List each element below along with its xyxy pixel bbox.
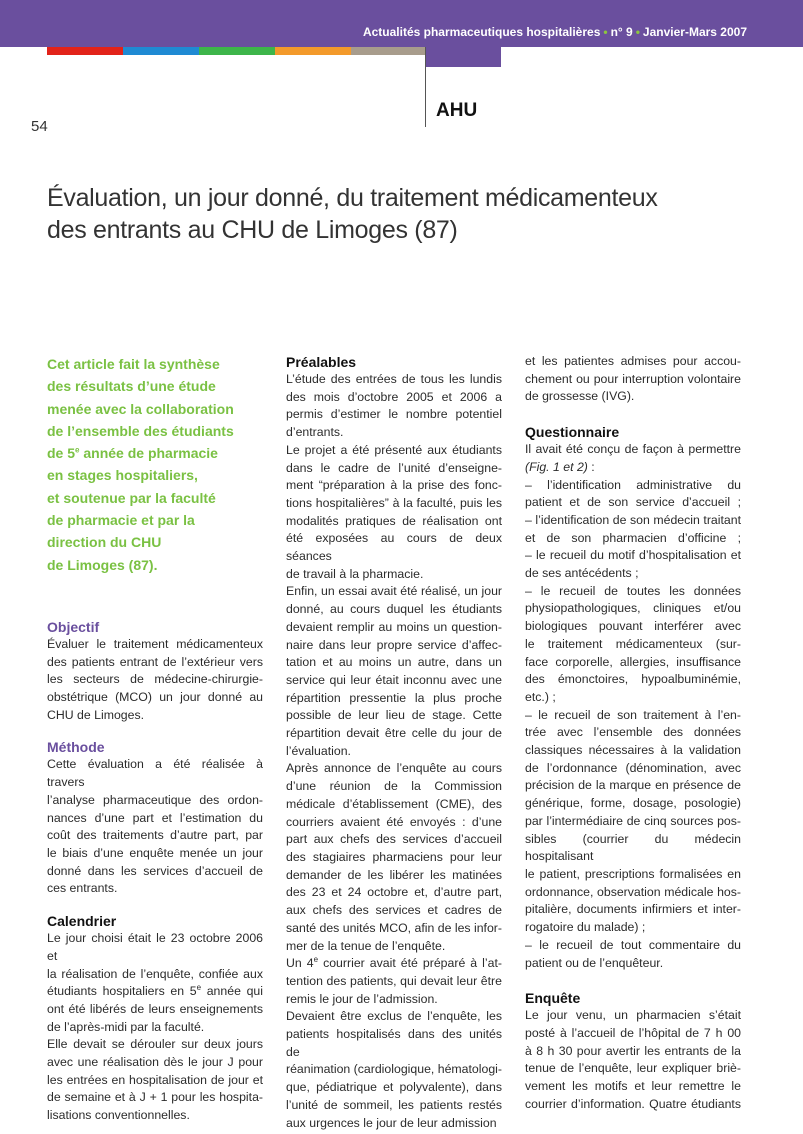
text-line: L’étude des entrées de tous les lundis	[286, 372, 502, 386]
text-line: patients hospitalisés dans des unités de	[286, 1027, 502, 1059]
text-line: permis d’estimer le nombre potentiel	[286, 407, 502, 422]
text-line: classiques nécessaires à la validation	[525, 743, 741, 758]
text-line: le patient, prescriptions formalisées en	[525, 866, 741, 881]
text-line: été exposées au cours de deux séances	[286, 531, 502, 564]
text-line: et de son pharmacien d’officine ;	[525, 530, 741, 545]
text-line: – le recueil de son traitement à l’en-	[525, 707, 741, 722]
text-line: service qui leur était inconnu avec une	[286, 672, 502, 687]
text-line: naire dans leur propre service d’affec-	[286, 637, 502, 652]
text-line: ment “préparation à la prise des fonc-	[286, 478, 502, 493]
questionnaire-list	[525, 477, 741, 973]
methode-text: Cette évaluation a été réalisée à travers l’analyse pharmaceutique des ordon- nances d’une part et l’estimation du coût des traitements d’autre part, par le biais d’une enquête menée un jour donné dans les services d’accueil de ces entrants.	[47, 757, 263, 896]
bullet-separator: •	[603, 25, 608, 39]
column-2	[286, 353, 502, 1132]
text-line: modalités pratiques de réalisation ont	[286, 513, 502, 528]
text-line: réanimation (cardiologique, hématologi-	[286, 1062, 503, 1077]
text-line: Enfin, un essai avait été réalisé, un jour	[286, 584, 502, 599]
heading-enquete: Enquête	[525, 990, 581, 1007]
journal-name: Actualités pharmaceutiques hospitalières	[362, 25, 601, 39]
calendrier-text: Le jour choisi était le 23 octobre 2006 et la réalisation de l’enquête, confiée aux étudiants hospitaliers en 5e année qui ont été libérés de leurs enseignements de l’après-midi par la faculté. Elle devait se dérouler sur deux jours avec une réalisation dès le jour J pour les entrées en hospitalisation de jour et de semaine et à J + 1 pour les hospita- lisations conventionnelles.	[47, 931, 263, 1123]
figure-reference: (Fig. 1 et 2)	[525, 459, 588, 474]
title-line: Évaluation, un jour donné, du traitement médicamenteux	[47, 184, 658, 212]
text-line: – l’identification de son médecin traitant	[525, 512, 741, 527]
text-line: devaient remplir au moins un question-	[286, 619, 502, 634]
text-line: tenue de l’enquête, leur expliquer briè-	[525, 1061, 741, 1076]
text-line: des 23 et 24 octobre et, d’autre part,	[286, 885, 502, 900]
text-line: des stagiaires pharmaciens pour leur	[286, 849, 502, 864]
lead-line: en stages hospitaliers,	[47, 467, 198, 484]
text-line: générique, forme, dosage, posologie)	[525, 796, 741, 811]
text-line: répartition pressentie la plus proche	[286, 690, 502, 705]
enquete-text	[525, 1007, 741, 1113]
text-line: physiopathologiques, cliniques et/ou	[525, 601, 741, 616]
issue-number: n° 9	[610, 25, 633, 39]
text-line: d’une réunion de la Commission	[286, 779, 502, 794]
text-line: aux urgences le jour de leur admission	[286, 1115, 497, 1130]
lead-line: de pharmacie et par la	[47, 512, 195, 529]
text-line: par l’intermédiaire de cinq sources pos-	[525, 813, 741, 828]
text-line: tions hospitalières” à la faculté, puis les	[286, 495, 502, 510]
text-line: des mois d’octobre 2005 et 2006 a	[286, 389, 502, 404]
text-line: courriers avaient été envoyés : d’une	[286, 814, 502, 829]
header-bar	[0, 0, 803, 47]
text-line: mer de la tenue de l’enquête.	[286, 938, 446, 953]
page-number: 54	[31, 118, 48, 135]
heading-objectif: Objectif	[47, 618, 100, 635]
text-line: tention des patients, qui devait leur être	[286, 973, 502, 988]
section-label: AHU	[436, 100, 478, 121]
section-tab	[425, 47, 501, 67]
text-line: Le projet a été présenté aux étudiants	[286, 442, 502, 457]
prealables-text	[286, 371, 502, 1132]
text-line: patient ou de l’enquêteur.	[525, 955, 664, 970]
text-line: courrier d’information. Quatre étudiants	[525, 1096, 741, 1111]
text-line: donné, au cours duquel les étudiants	[286, 602, 502, 617]
text-line: aux chefs des services et cadres de	[286, 903, 502, 918]
color-stripe-orange	[275, 47, 351, 55]
text-line: ordonnance, observation médicale hos-	[525, 884, 741, 899]
text-line: rogatoire du malade) ;	[525, 920, 646, 935]
text-line: Le jour venu, un pharmacien s’était	[525, 1008, 741, 1023]
issue-date: Janvier-Mars 2007	[642, 25, 747, 39]
text-line: à 8 h 30 pour avertir les entrants de la	[525, 1043, 741, 1058]
text-line: demander de les libérer les matinées	[286, 867, 502, 882]
article-title	[47, 182, 767, 246]
lead-line: de 5e année de pharmacie	[47, 445, 218, 462]
text-line: Après annonce de l’enquête au cours	[286, 761, 502, 776]
column-1	[47, 353, 263, 1125]
heading-calendrier: Calendrier	[47, 913, 117, 930]
text-line: de ses antécédents ;	[525, 566, 639, 581]
heading-prealables: Préalables	[286, 354, 357, 370]
article-lead	[47, 353, 263, 576]
bullet-separator: •	[635, 25, 640, 39]
text-line: répartition devait être celle du jour de	[286, 726, 502, 741]
text-line: des émonctoires, hypoalbuminémie,	[525, 672, 741, 687]
heading-questionnaire: Questionnaire	[525, 424, 620, 441]
text-line: l’évaluation.	[286, 743, 351, 758]
text-line: biologiques pouvant interférer avec	[525, 619, 741, 634]
color-stripe-green	[199, 47, 275, 55]
text-line: Un 4e courrier avait été préparé à l’at-	[286, 955, 502, 971]
col3-intro-text: et les patientes admises pour accou- chement ou pour interruption volontaire de grossesse (IVG).	[525, 354, 741, 404]
text-line: face corporelle, allergies, insuffisance	[525, 654, 741, 669]
lead-line: et soutenue par la faculté	[47, 489, 216, 506]
text-line: – le recueil de toutes les données	[525, 583, 741, 598]
color-stripe-red	[47, 47, 123, 55]
text-line: etc.) ;	[525, 689, 556, 704]
lead-line: de Limoges (87).	[47, 556, 158, 573]
text-line: de l’ordonnance (dénomination, avec	[525, 760, 741, 775]
text-line: d’entrants.	[286, 425, 344, 440]
text-line: remis le jour de l’admission.	[286, 991, 438, 1006]
text-line: pitalière, documents infirmiers et inter-	[525, 902, 741, 917]
lead-line: des résultats d’une étude	[47, 378, 216, 395]
text-line: médicale d’établissement (CME), des	[286, 796, 502, 811]
text-line: le traitement médicamenteux (sur-	[525, 636, 741, 651]
journal-reference	[363, 25, 747, 39]
text-line: sibles (courrier du médecin hospitalisant	[525, 831, 741, 864]
text-line: posté à l’accueil de l’hôpital de 7 h 00	[525, 1025, 741, 1040]
text-line: part aux chefs des services d’accueil	[286, 832, 502, 847]
text-line: – le recueil du motif d’hospitalisation et	[525, 548, 741, 563]
title-line: des entrants au CHU de Limoges (87)	[47, 216, 458, 244]
text-line: santé des unités MCO, afin de les infor-	[286, 920, 502, 935]
lead-line: menée avec la collaboration	[47, 400, 234, 417]
color-stripe-blue	[123, 47, 199, 55]
text-line: trée avec l’ensemble des données	[525, 725, 741, 740]
text-line: l’unité de sommeil, les patients restés	[286, 1097, 502, 1112]
text-line: patient et de son service d’accueil ;	[525, 495, 741, 510]
questionnaire-text: Il avait été conçu de façon à permettre (Fig. 1 et 2) : – l’identification administrative du patient et de son service d’accueil ; – l’identification de son médecin traitant et de son pharmacien d’officine ; – le recueil du motif d’hospitalisation et de ses antécédents ; – le recueil de toutes les données physiopathologiques, cliniques et/ou biologiques pouvant interférer avec le traitement médicamenteux (sur- face corporelle, allergies, insuffisance des émonctoires, hypoalbuminémie, etc.) ; – le recueil de son traitement à l’en- trée avec l’ensemble des données classiques nécessaires à la validation de l’ordonnance (dénomination, avec précision de la marque en présence de générique, forme, dosage, posologie) par l’intermédiaire de cinq sources pos- sibles (courrier du médecin hospitalisant le patient, prescriptions formalisées en ordonnance, observation médicale hos- pitalière, documents infirmiers et inter- rogatoire du malade) ; – le recueil de tout commentaire du patient ou de l’enquêteur.	[525, 441, 741, 972]
column-3	[525, 353, 741, 1113]
text-line: tation et au moins un autre, dans un	[286, 655, 502, 670]
text-line: Devaient être exclus de l’enquête, les	[286, 1009, 502, 1024]
color-stripe-grey	[351, 47, 425, 55]
text-line: vement les motifs et leur remettre le	[525, 1079, 741, 1094]
text-line: précision de la marque en présence de	[525, 778, 741, 793]
text-line: de travail à la pharmacie.	[286, 566, 424, 581]
text-line: dans le cadre de l’unité d’enseigne-	[286, 460, 502, 475]
lead-line: Cet article fait la synthèse	[47, 356, 220, 372]
figure-reference-line: (Fig. 1 et 2) :	[525, 459, 595, 474]
text-line: – le recueil de tout commentaire du	[525, 937, 741, 952]
lead-line: de l’ensemble des étudiants	[47, 422, 234, 439]
text-line: possible de leur lieu de stage. Cette	[286, 708, 502, 723]
lead-line: direction du CHU	[47, 534, 162, 551]
text-line: – l’identification administrative du	[525, 477, 741, 492]
text-line: que, pédiatrique et polyvalente), dans	[286, 1080, 502, 1095]
section-divider-line	[425, 47, 426, 127]
objectif-text: Évaluer le traitement médicamenteux des patients entrant de l’extérieur vers les secteurs de médecine-chirurgie- obstétrique (MCO) un jour donné au CHU de Limoges.	[47, 636, 263, 722]
heading-methode: Méthode	[47, 739, 105, 756]
